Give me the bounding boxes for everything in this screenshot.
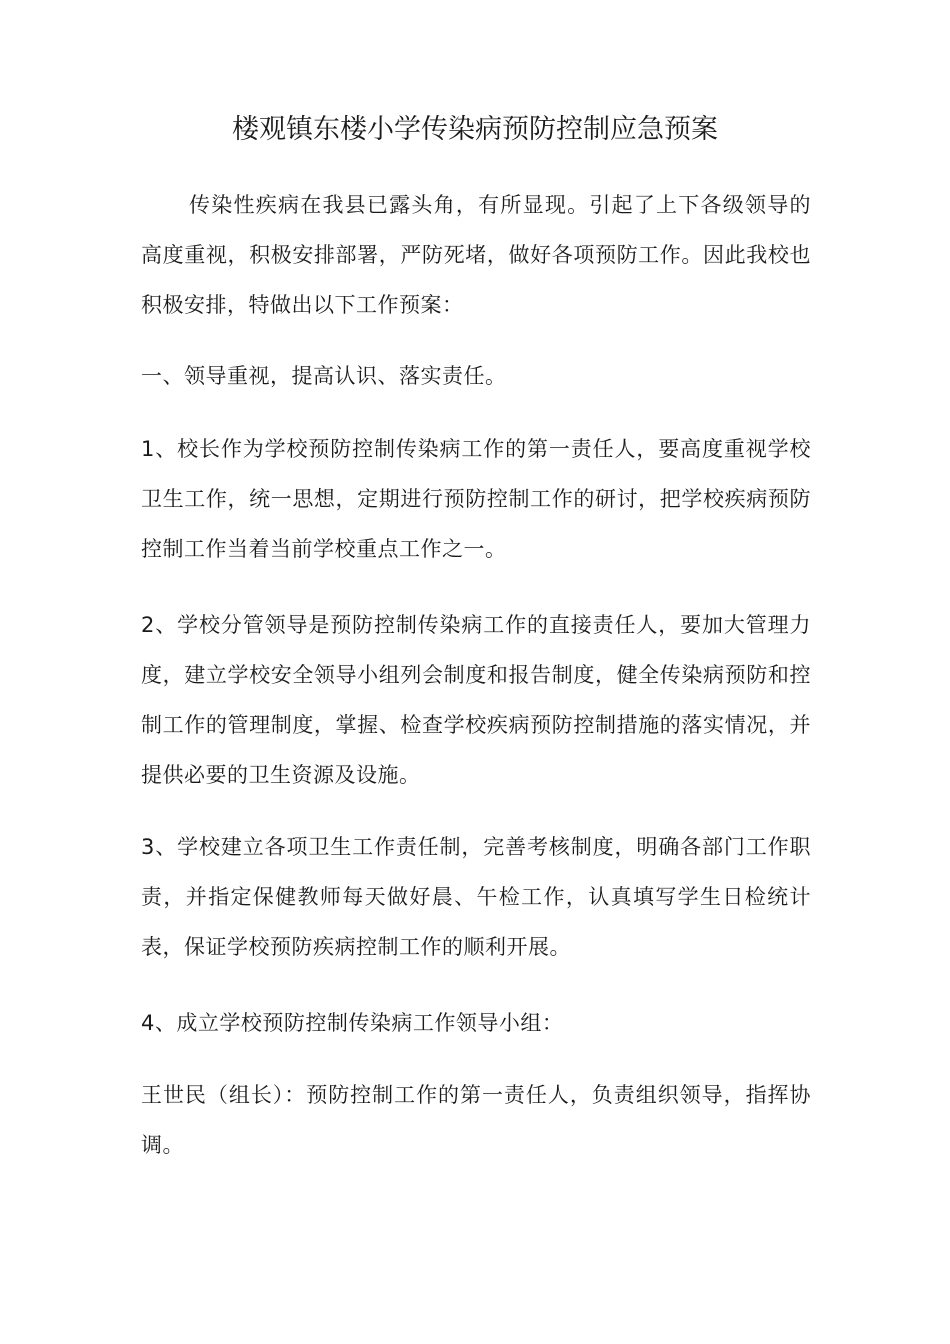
document-title: 楼观镇东楼小学传染病预防控制应急预案	[232, 114, 718, 145]
intro-paragraph: 传染性疾病在我县已露头角，有所显现。引起了上下各级领导的高度重视，积极安排部署，严防死堵，做好各项预防工作。因此我校也积极安排，特做出以下工作预案：	[141, 193, 811, 317]
list-item-2: 2、学校分管领导是预防控制传染病工作的直接责任人，要加大管理力度，建立学校安全领导小组列会制度和报告制度，健全传染病预防和控制工作的管理制度，掌握、检查学校疾病预防控制措施的落实情况，并提供必要的卫生资源及设施。	[141, 613, 811, 787]
list-item-4: 4、成立学校预防控制传染病工作领导小组：	[141, 1011, 564, 1035]
list-item-1: 1、校长作为学校预防控制传染病工作的第一责任人，要高度重视学校卫生工作，统一思想，定期进行预防控制工作的研讨，把学校疾病预防控制工作当着当前学校重点工作之一。	[141, 437, 811, 561]
leader-group-member: 王世民（组长）：预防控制工作的第一责任人，负责组织领导，指挥协调。	[141, 1083, 811, 1157]
list-item-3: 3、学校建立各项卫生工作责任制，完善考核制度，明确各部门工作职责，并指定保健教师每天做好晨、午检工作，认真填写学生日检统计表，保证学校预防疾病控制工作的顺利开展。	[141, 835, 811, 959]
section-heading-1: 一、领导重视，提高认识、落实责任。	[141, 364, 507, 388]
